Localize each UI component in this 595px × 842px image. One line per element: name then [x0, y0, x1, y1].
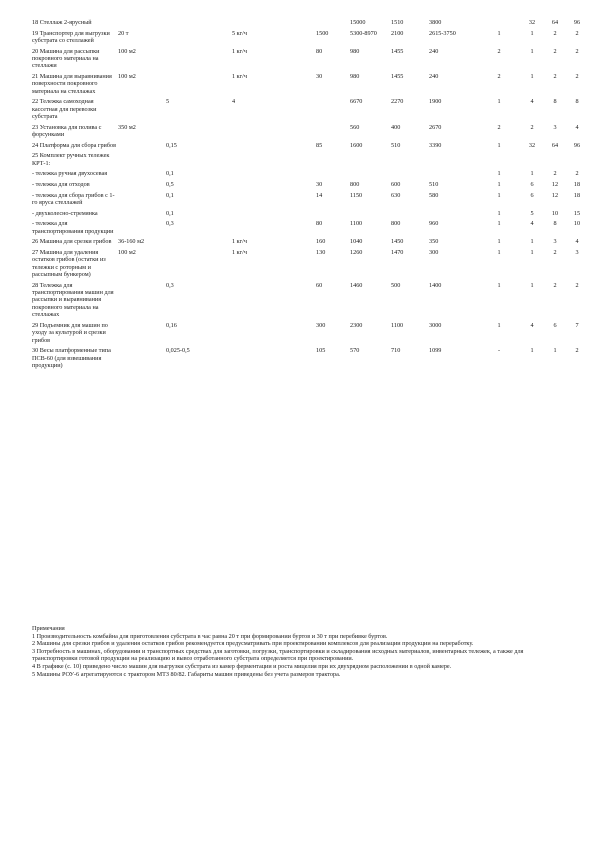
equipment-name-cell: 29 Подъемник для машин по уходу за культурой и срезки грибов: [32, 321, 108, 344]
table-cell: 10: [551, 209, 559, 217]
table-cell: [118, 282, 166, 322]
table-cell: [166, 19, 232, 30]
table-cell: 0,3: [166, 281, 174, 289]
table-row: [32, 322, 587, 347]
table-cell: [232, 192, 316, 210]
table-cell: 8: [575, 98, 579, 106]
table-cell: 7: [575, 321, 579, 329]
equipment-name-cell: 22 Тележка самоходная кассетная для перевозки субстрата: [32, 98, 97, 121]
table-cell: 0,1: [166, 170, 174, 178]
note-2: 2 Машины для срезки грибов и удаления остатков грибов рекомендуется предусматривать при проектировании комплексов для реализации продукции на переработку.: [32, 640, 474, 648]
table-cell: 350 м2: [118, 123, 136, 131]
table-cell: 1: [530, 73, 534, 80]
table-cell: 5: [530, 209, 534, 217]
table-cell: 800: [350, 181, 360, 188]
table-cell: 2270: [391, 98, 404, 106]
table-cell: 400: [391, 123, 401, 131]
table-cell: 0,3: [166, 220, 174, 228]
table-cell: 2: [575, 47, 579, 55]
table-cell: [118, 19, 166, 30]
table-cell: [232, 322, 316, 347]
table-cell: 240: [429, 47, 439, 55]
table-cell: [477, 19, 521, 30]
table-cell: 5300-8970: [350, 29, 377, 37]
equipment-name-cell: 19 Транспортер для выгрузки субстрата со стеллажей: [32, 29, 110, 44]
table-cell: 6670: [350, 98, 363, 106]
table-cell: 4: [530, 98, 534, 106]
equipment-name-cell: 20 Машина для рассыпки покровного материала на стеллажи: [32, 47, 100, 70]
table-cell: 560: [350, 123, 360, 131]
table-cell: 2: [497, 73, 501, 80]
table-cell: 240: [429, 73, 439, 80]
notes-section: [32, 625, 567, 678]
table-cell: 1150: [350, 191, 363, 199]
table-cell: 1: [497, 321, 501, 329]
table-cell: -: [497, 347, 501, 355]
table-cell: [391, 210, 429, 221]
table-cell: 5 кг/ч: [232, 29, 248, 37]
equipment-name-cell: 28 Тележка для транспортирования машин для рассыпки и выравнивания покровного материала на стеллажах: [32, 281, 114, 319]
table-cell: 1 кг/ч: [232, 73, 248, 80]
table-cell: 32: [528, 19, 536, 26]
table-cell: [316, 19, 350, 30]
table-cell: 2: [497, 47, 501, 55]
table-cell: 64: [551, 141, 559, 149]
table-cell: 350: [429, 238, 439, 246]
table-cell: 105: [316, 347, 326, 355]
table-cell: 1260: [350, 248, 363, 256]
table-cell: [166, 48, 232, 73]
table-cell: 0,16: [166, 321, 177, 329]
table-row: [32, 170, 587, 181]
table-cell: 1600: [350, 141, 363, 149]
table-cell: [118, 210, 166, 221]
table-cell: [118, 170, 166, 181]
table-cell: 3390: [429, 141, 442, 149]
table-cell: 1 кг/ч: [232, 248, 248, 256]
table-cell: [567, 152, 587, 170]
table-cell: 1900: [429, 98, 442, 106]
table-row: [32, 48, 587, 73]
table-cell: 2: [575, 347, 579, 355]
table-cell: 10: [573, 220, 581, 228]
equipment-name-cell: 30 Весы платформенные типа ПСВ-60 (для взвешивания продукции): [32, 347, 111, 370]
table-cell: 15: [573, 209, 581, 217]
table-cell: [429, 170, 477, 181]
table-cell: 6: [530, 181, 534, 188]
table-cell: 1: [497, 281, 501, 289]
table-cell: 1455: [391, 47, 404, 55]
table-cell: 570: [350, 347, 360, 355]
table-row: [32, 210, 587, 221]
table-cell: 1510: [391, 19, 404, 26]
table-cell: 960: [429, 220, 439, 228]
table-cell: 1: [530, 347, 534, 355]
table-cell: [118, 192, 166, 210]
table-cell: 1455: [391, 73, 404, 80]
table-cell: 2: [575, 281, 579, 289]
table-cell: [118, 98, 166, 123]
table-cell: 8: [553, 98, 557, 106]
table-cell: 100 м2: [118, 47, 136, 55]
table-row: [32, 249, 587, 282]
table-cell: 0,1: [166, 209, 174, 217]
table-cell: [543, 152, 567, 170]
table-row: [32, 124, 587, 142]
equipment-table: [32, 19, 587, 373]
table-cell: 510: [391, 141, 401, 149]
table-cell: 15000: [350, 19, 366, 26]
table-cell: 2: [553, 47, 557, 55]
table-cell: 980: [350, 73, 360, 80]
table-cell: [232, 282, 316, 322]
table-cell: 20 т: [118, 29, 129, 37]
equipment-name-cell: 25 Комплект ручных тележек КРТ-1:: [32, 152, 110, 167]
equipment-name-cell: - тележка для транспортирования продукции: [32, 220, 114, 235]
table-cell: 1: [530, 281, 534, 289]
table-cell: [166, 249, 232, 282]
table-cell: 1099: [429, 347, 442, 355]
table-cell: 2: [575, 170, 579, 178]
table-cell: 3: [553, 238, 557, 246]
table-cell: 980: [350, 47, 360, 55]
table-cell: 4: [575, 123, 579, 131]
equipment-name-cell: 26 Машина для срезки грибов: [32, 238, 112, 246]
table-cell: 60: [316, 281, 323, 289]
table-cell: [232, 347, 316, 372]
note-5: 5 Машины РОУ-6 агрегатируются с трактором МТЗ 80/82. Габариты машин приведены без учета размеров трактора.: [32, 670, 341, 678]
table-row: [32, 238, 587, 249]
table-cell: [391, 170, 429, 181]
table-cell: [316, 124, 350, 142]
table-body: [32, 19, 587, 373]
table-cell: [118, 181, 166, 192]
table-cell: [166, 124, 232, 142]
table-cell: 1: [497, 181, 501, 188]
equipment-name-cell: 18 Стеллаж 2-ярусный: [32, 19, 92, 26]
table-cell: [232, 142, 316, 153]
table-cell: 30: [316, 181, 323, 188]
table-cell: [118, 152, 166, 170]
table-cell: 1: [530, 248, 534, 256]
table-cell: 100 м2: [118, 73, 136, 80]
table-cell: [232, 210, 316, 221]
table-cell: [232, 124, 316, 142]
table-cell: 300: [316, 321, 326, 329]
table-cell: 1: [497, 220, 501, 228]
table-cell: 2: [553, 170, 557, 178]
table-cell: [350, 152, 391, 170]
table-cell: 100 м2: [118, 248, 136, 256]
table-cell: 1400: [429, 281, 442, 289]
table-cell: 1: [530, 170, 534, 178]
table-cell: 1: [497, 98, 501, 106]
table-cell: 4: [530, 321, 534, 329]
equipment-name-cell: - двухколесно-стремянка: [32, 209, 98, 217]
table-cell: 1: [497, 238, 501, 246]
table-cell: 800: [391, 220, 401, 228]
table-cell: 130: [316, 248, 326, 256]
table-cell: [350, 170, 391, 181]
table-cell: [166, 73, 232, 98]
table-row: [32, 347, 587, 372]
table-row: [32, 220, 587, 238]
table-cell: 2: [497, 123, 501, 131]
table-cell: [477, 152, 521, 170]
table-cell: 300: [429, 248, 439, 256]
table-cell: [166, 238, 232, 249]
table-cell: 3: [553, 123, 557, 131]
note-4: 4 В графике (с. 10) приведено число машин для выгрузки субстрата из камер ферментации и роста мицелия при их двухрядном расположении в одной камере.: [32, 662, 452, 670]
table-cell: 6: [553, 321, 557, 329]
table-cell: 1460: [350, 281, 363, 289]
table-cell: 160: [316, 238, 326, 246]
table-cell: 64: [551, 19, 559, 26]
table-cell: 80: [316, 220, 323, 228]
table-cell: 1450: [391, 238, 404, 246]
table-cell: 4: [232, 98, 236, 106]
table-cell: 14: [316, 191, 323, 199]
table-cell: [232, 181, 316, 192]
table-cell: 1: [497, 191, 501, 199]
table-cell: [232, 19, 316, 30]
table-cell: 1: [497, 248, 501, 256]
table-cell: 1: [497, 141, 501, 149]
table-cell: 32: [528, 141, 536, 149]
table-row: [32, 98, 587, 123]
table-cell: 5: [166, 98, 170, 106]
table-cell: [118, 347, 166, 372]
table-cell: 1040: [350, 238, 363, 246]
table-cell: 0,1: [166, 191, 174, 199]
table-cell: 30: [316, 73, 323, 80]
table-row: [32, 192, 587, 210]
table-cell: 1100: [391, 321, 404, 329]
table-cell: 3: [575, 248, 579, 256]
table-cell: 0,5: [166, 181, 174, 188]
table-row: [32, 19, 587, 30]
table-cell: 2300: [350, 321, 363, 329]
table-cell: [118, 142, 166, 153]
table-cell: 2: [553, 29, 557, 37]
equipment-name-cell: - тележка для отходов: [32, 181, 90, 188]
table-cell: 0,025-0,5: [166, 347, 190, 355]
table-cell: 18: [573, 191, 581, 199]
equipment-name-cell: 23 Установка для полива с форсунками: [32, 123, 102, 139]
equipment-name-cell: - тележка для сбора грибов с 1-го яруса стеллажей: [32, 191, 115, 206]
table-cell: 2: [575, 73, 579, 80]
table-cell: [118, 322, 166, 347]
table-row: [32, 282, 587, 322]
table-cell: 1: [553, 347, 557, 355]
table-cell: 2615-3750: [429, 29, 456, 37]
table-cell: 96: [573, 141, 581, 149]
table-cell: 1100: [350, 220, 363, 228]
table-row: [32, 152, 587, 170]
table-cell: 2: [553, 73, 557, 80]
table-cell: [232, 220, 316, 238]
table-cell: [350, 210, 391, 221]
table-cell: 580: [429, 191, 439, 199]
equipment-name-cell: 24 Платформа для сбора грибов: [32, 141, 117, 149]
table-row: [32, 142, 587, 153]
table-cell: 2100: [391, 29, 404, 37]
table-cell: 1 кг/ч: [232, 47, 248, 55]
table-cell: 1: [497, 209, 501, 217]
table-cell: 3800: [429, 19, 442, 26]
table-cell: 1: [530, 238, 534, 246]
table-cell: [316, 170, 350, 181]
table-cell: 2670: [429, 123, 442, 131]
table-cell: [429, 210, 477, 221]
table-cell: [316, 152, 350, 170]
table-cell: 600: [391, 181, 401, 188]
equipment-name-cell: 27 Машина для удаления остатков грибов (остатки из тележки с роторным и рассыпным бункером): [32, 248, 106, 278]
table-cell: 2: [530, 123, 534, 131]
table-cell: 1: [530, 47, 534, 55]
table-cell: [118, 220, 166, 238]
table-cell: 630: [391, 191, 401, 199]
table-cell: 710: [391, 347, 401, 355]
note-1: 1 Производительность комбайна для приготовления субстрата в час равна 20 т при формировании буртов и 30 т при перебивке буртов.: [32, 632, 388, 640]
table-cell: [232, 152, 316, 170]
table-cell: 2: [553, 248, 557, 256]
table-cell: 1: [497, 170, 501, 178]
table-cell: 8: [553, 220, 557, 228]
table-row: [32, 181, 587, 192]
table-cell: 2: [575, 29, 579, 37]
table-row: [32, 30, 587, 48]
table-cell: 510: [429, 181, 439, 188]
table-cell: 1470: [391, 248, 404, 256]
table-cell: [521, 152, 543, 170]
table-cell: 80: [316, 47, 323, 55]
equipment-name-cell: - тележка ручная двухосевая: [32, 170, 108, 178]
table-cell: 1 кг/ч: [232, 238, 248, 246]
table-cell: [316, 210, 350, 221]
table-cell: 96: [573, 19, 581, 26]
table-cell: 12: [551, 191, 559, 199]
table-cell: 3000: [429, 321, 442, 329]
table-cell: 1500: [316, 29, 329, 37]
table-cell: [429, 152, 477, 170]
table-cell: [316, 98, 350, 123]
table-cell: 2: [553, 281, 557, 289]
table-cell: 4: [530, 220, 534, 228]
table-cell: 4: [575, 238, 579, 246]
table-cell: 0,15: [166, 141, 177, 149]
table-cell: [391, 152, 429, 170]
table-cell: 500: [391, 281, 401, 289]
table-cell: [232, 170, 316, 181]
table-cell: 85: [316, 141, 323, 149]
equipment-name-cell: 21 Машина для выравнивания поверхности покровного материала на стеллажах: [32, 73, 112, 95]
table-cell: [166, 152, 232, 170]
table-cell: 1: [530, 29, 534, 37]
table-cell: 18: [573, 181, 581, 188]
table-cell: 1: [497, 29, 501, 37]
table-cell: 36-160 м2: [118, 238, 145, 246]
table-row: [32, 73, 587, 98]
table-cell: 12: [551, 181, 559, 188]
table-cell: [166, 30, 232, 48]
table-cell: 6: [530, 191, 534, 199]
note-3: 3 Потребность в машинах, оборудовании и транспортных средствах для заготовки, погрузки, транспортировки и складирования исходных материалов, инвентарных тележек, а также для транспортировки готовой продукции на реализацию и вывоз отработанного субстрата определяется при проектировании.: [32, 647, 524, 663]
notes-title: Примечания: [32, 625, 65, 632]
